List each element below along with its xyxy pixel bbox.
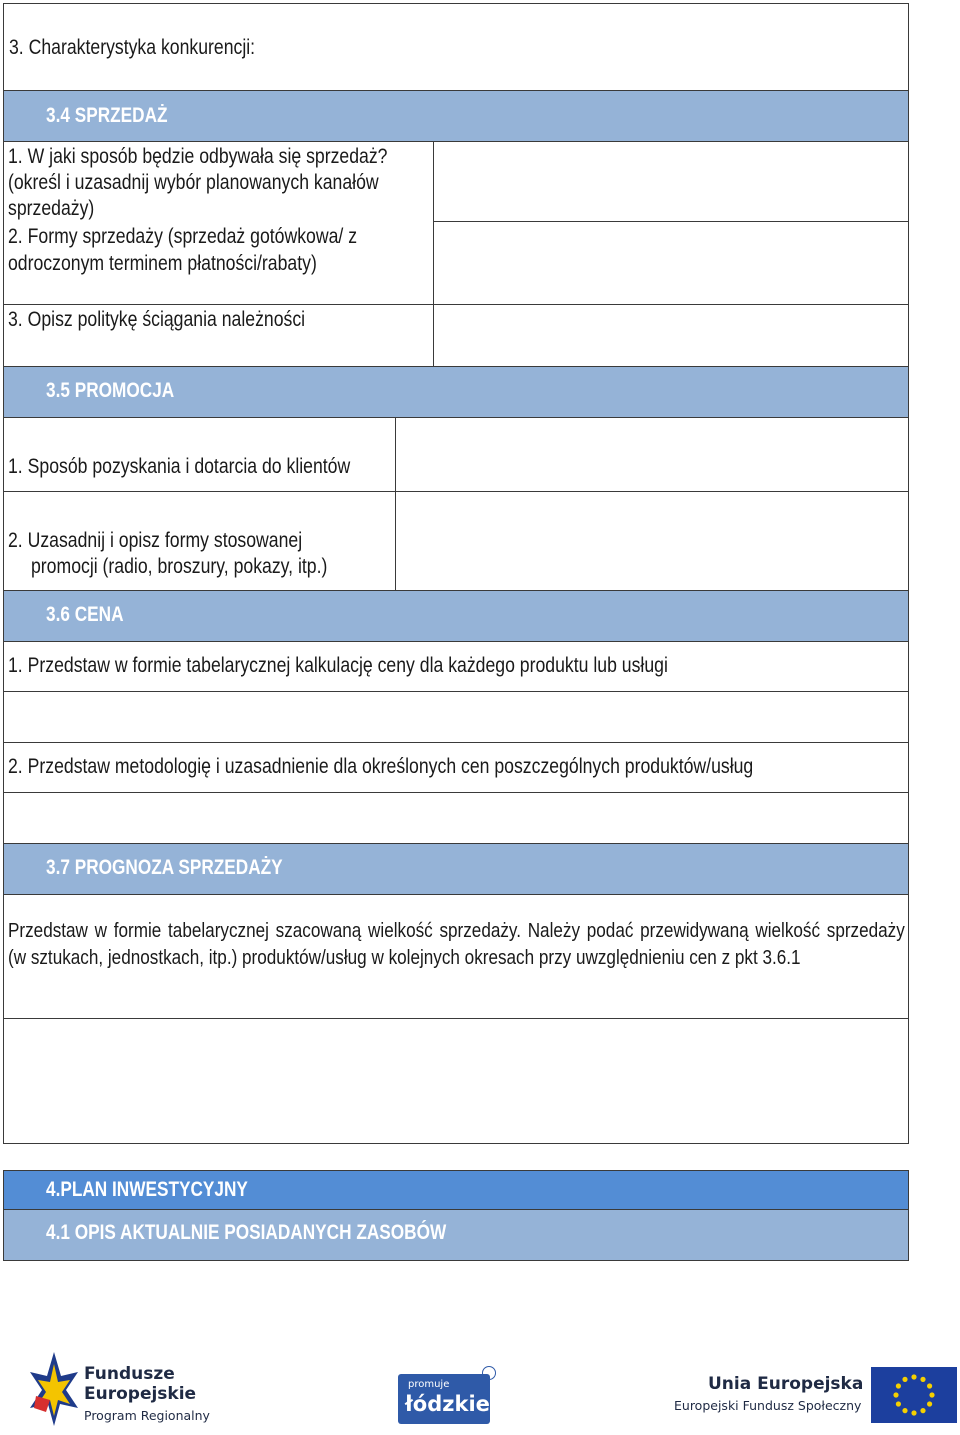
eu-star-icon [902, 1408, 907, 1413]
eu-star-icon [920, 1408, 925, 1413]
sales-q3-label: 3. Opisz politykę ściągania należności [8, 308, 306, 331]
price-q1-answer [3, 691, 909, 743]
unia-europejska-logo [670, 1366, 960, 1426]
promotion-column-divider [395, 417, 396, 591]
eu-star-icon [911, 1410, 916, 1415]
sales-column-divider [433, 141, 434, 367]
sales-q2-line1: 2. Formy sprzedaży (sprzedaż gotówkowa/ z [8, 225, 358, 248]
eu-star-icon [929, 1392, 934, 1397]
price-header-title: 3.6 CENA [46, 603, 124, 626]
promotion-header-title: 3.5 PROMOCJA [46, 379, 175, 402]
fundusze-line2: Europejskie [84, 1384, 197, 1404]
fundusze-line3: Program Regionalny [84, 1408, 210, 1423]
sales-q1-q2-row [3, 141, 909, 305]
sales-header [3, 90, 909, 142]
eu-star-icon [896, 1383, 901, 1388]
forecast-answer [3, 1018, 909, 1144]
sales-answer-line [433, 221, 909, 222]
price-q1-label: 1. Przedstaw w formie tabelarycznej kalkulację ceny dla każdego produktu lub usługi [8, 654, 668, 677]
fundusze-europejskie-logo [28, 1350, 228, 1428]
fundusze-line1: Fundusze [84, 1364, 175, 1384]
promotion-q1-label: 1. Sposób pozyskania i dotarcia do klientów [8, 455, 351, 478]
promotion-q2-line2: promocji (radio, broszury, pokazy, itp.) [31, 555, 328, 578]
promuje-lodzkie-logo [398, 1366, 498, 1426]
forecast-instructions-row [3, 894, 909, 1019]
eu-star-icon [927, 1383, 932, 1388]
promotion-header [3, 366, 909, 418]
sales-q1-line3: sprzedaży) [8, 197, 95, 220]
investment-header-title: 4.PLAN INWESTYCYJNY [46, 1178, 248, 1201]
eu-star-icon [893, 1392, 898, 1397]
promotion-q2-row [3, 491, 909, 591]
eu-star-icon [911, 1374, 916, 1379]
lodzkie-circle-icon [482, 1366, 496, 1380]
sales-q1-line2: (określ i uzasadnij wybór planowanych kanałów [8, 171, 379, 194]
forecast-header-title: 3.7 PROGNOZA SPRZEDAŻY [46, 856, 283, 879]
competition-row [3, 3, 909, 91]
sales-q3-row [3, 304, 909, 367]
ue-line1: Unia Europejska [708, 1374, 864, 1394]
price-q2-label: 2. Przedstaw metodologię i uzasadnienie dla określonych cen poszczególnych produktów/usług [8, 755, 754, 778]
forecast-header [3, 843, 909, 895]
sales-header-title: 3.4 SPRZEDAŻ [46, 104, 168, 127]
eu-star-icon [902, 1377, 907, 1382]
investment-subheader [3, 1209, 909, 1261]
eu-star-icon [927, 1401, 932, 1406]
promotion-q1-row [3, 417, 909, 492]
forecast-instructions: Przedstaw w formie tabelarycznej szacowaną wielkość sprzedaży. Należy podać przewidywaną wielkość sprzedaży (w sztukach, jednostkach, itp.) produktów/usług w kolejnych okresach przy uwzględnieniu cen z pkt 3.6.1 [8, 919, 905, 969]
eu-star-icon [896, 1401, 901, 1406]
ue-line2: Europejski Fundusz Społeczny [674, 1398, 862, 1413]
promotion-q2-line1: 2. Uzasadnij i opisz formy stosowanej [8, 529, 303, 552]
lodzkie-line1: promuje [408, 1379, 450, 1390]
fundusze-europejskie-star-icon [28, 1350, 80, 1428]
price-q2-answer [3, 792, 909, 844]
eu-star-icon [920, 1377, 925, 1382]
eu-flag-icon [871, 1367, 957, 1423]
competition-label: 3. Charakterystyka konkurencji: [9, 36, 256, 59]
investment-header [3, 1170, 909, 1210]
lodzkie-badge [398, 1374, 490, 1424]
sales-q1-line1: 1. W jaki sposób będzie odbywała się sprzedaż? [8, 145, 388, 168]
price-q2-row [3, 742, 909, 793]
lodzkie-line2: łódzkie [405, 1392, 490, 1416]
price-q1-row [3, 641, 909, 692]
sales-q2-line2: odroczonym terminem płatności/rabaty) [8, 252, 317, 275]
investment-subheader-title: 4.1 OPIS AKTUALNIE POSIADANYCH ZASOBÓW [46, 1221, 447, 1244]
price-header [3, 590, 909, 642]
